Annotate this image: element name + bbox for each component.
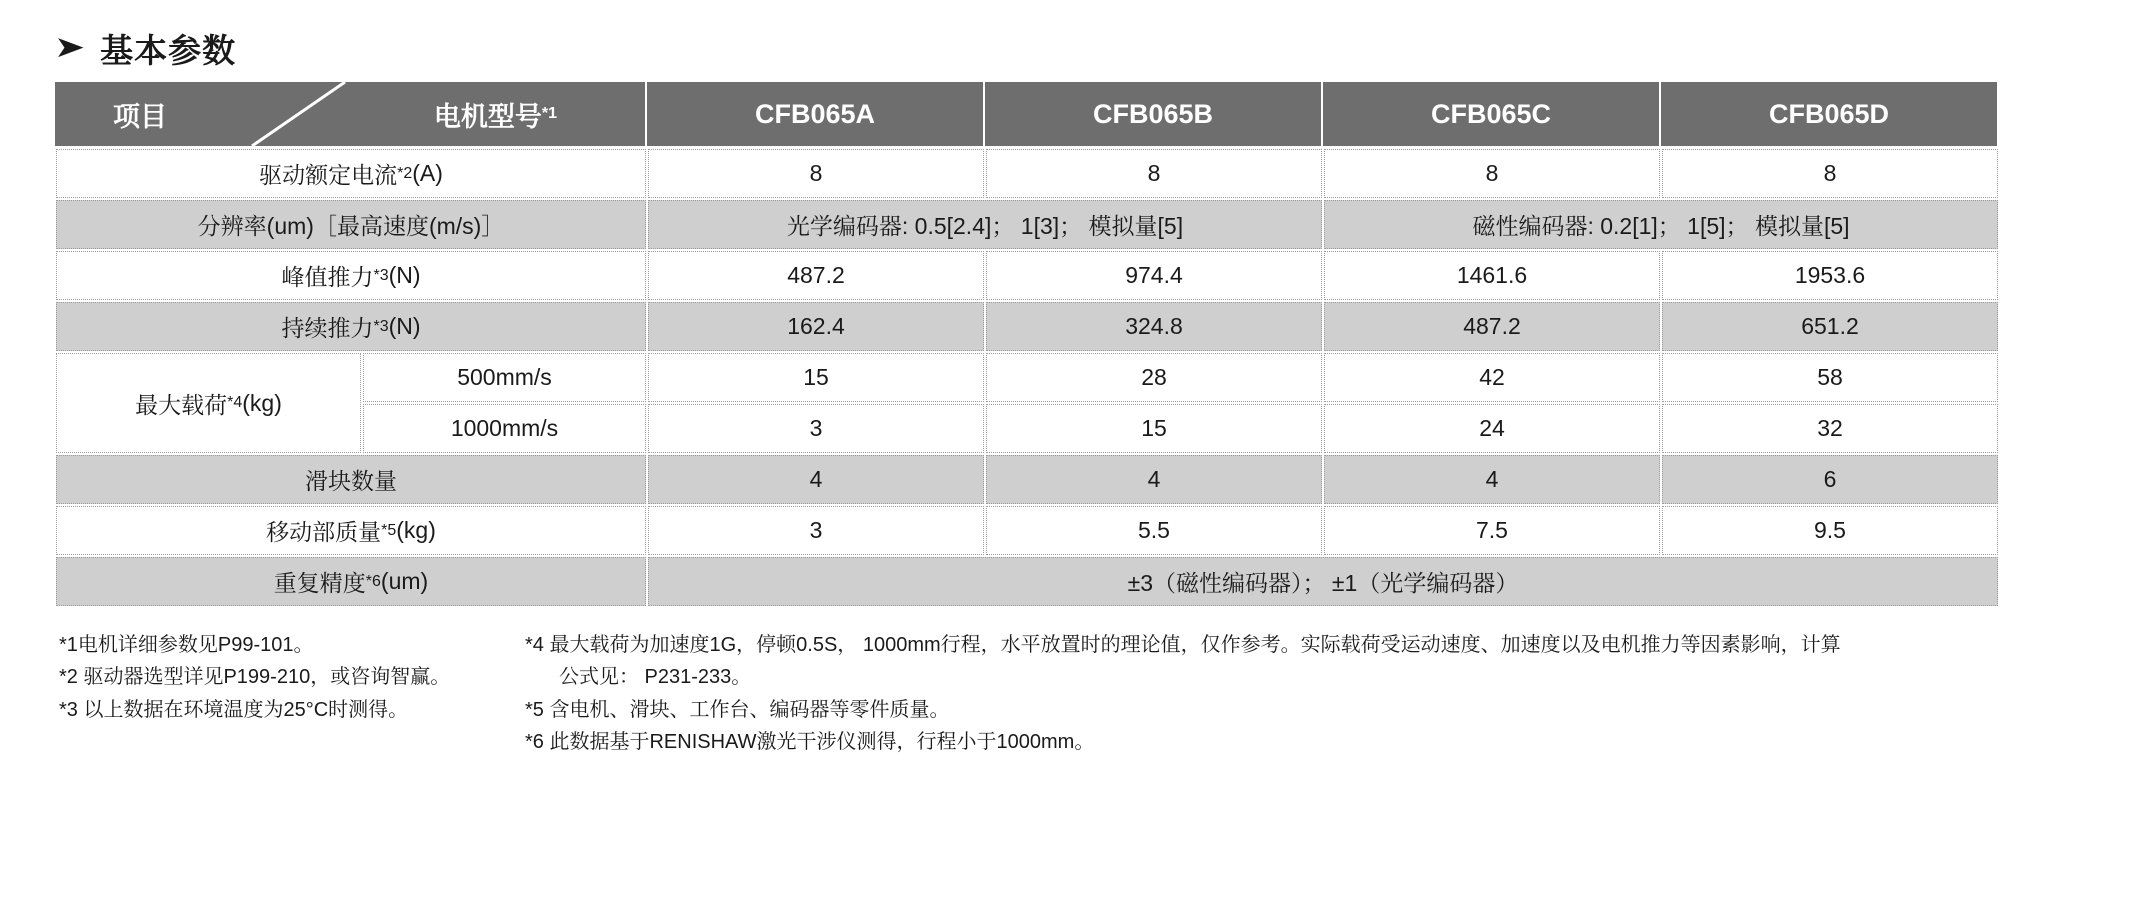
row-label-sup: *3 <box>373 266 389 284</box>
footnotes-left-column <box>55 629 525 759</box>
cell-value: 3 <box>648 506 984 555</box>
header-cell-col-0: CFB065A <box>647 82 983 146</box>
row-label-unit: (A) <box>412 160 443 186</box>
row-label-unit: (kg) <box>396 517 436 543</box>
sub-label-speed-1000: 1000mm/s <box>363 404 646 453</box>
table-row <box>55 301 2095 352</box>
table-row-group-max-load <box>55 352 2095 454</box>
row-label-sup: *2 <box>397 164 413 182</box>
footnote-4-cont: 公式见： P231-233。 <box>559 666 752 689</box>
cell-value: 5.5 <box>986 506 1322 555</box>
header-cell-col-3: CFB065D <box>1661 82 1997 146</box>
row-label-text: 最大载荷 <box>135 391 228 418</box>
header-cell-col-2: CFB065C <box>1323 82 1659 146</box>
header-label-model-sup: *1 <box>541 105 557 122</box>
footnote-5: *5 含电机、滑块、工作台、编码器等零件质量。 <box>525 698 950 721</box>
table-row <box>55 505 2095 556</box>
cell-value: 32 <box>1662 404 1998 453</box>
row-label-resolution <box>56 200 646 249</box>
header-cell-item-model <box>55 82 645 146</box>
page-title-label: 基本参数 <box>100 31 237 69</box>
row-label-unit: (N) <box>388 262 421 288</box>
cell-value: 9.5 <box>1662 506 1998 555</box>
header-label-model <box>434 82 557 146</box>
cell-value-magnetic-encoder: 磁性编码器: 0.2[1]； 1[5]； 模拟量[5] <box>1324 200 1998 249</box>
cell-value: 974.4 <box>986 251 1322 300</box>
cell-value-repeatability: ±3（磁性编码器）； ±1（光学编码器） <box>648 557 1998 606</box>
row-label-unit: (N) <box>388 313 421 339</box>
row-label-moving-mass <box>56 506 646 555</box>
row-label-sup: *3 <box>373 317 389 335</box>
row-label-text: 持续推力 <box>281 315 374 341</box>
row-label-sup: *6 <box>365 572 381 590</box>
cell-value: 324.8 <box>986 302 1322 351</box>
footnote-3: *3 以上数据在环境温度为25°C时测得。 <box>59 698 409 721</box>
header-cell-col-1: CFB065B <box>985 82 1321 146</box>
arrow-icon: ➤ <box>53 31 86 64</box>
cell-value: 7.5 <box>1324 506 1660 555</box>
row-label-repeatability <box>56 557 646 606</box>
row-label-drive-current <box>56 149 646 198</box>
row-label-text: 驱动额定电流 <box>259 162 398 188</box>
cell-value: 487.2 <box>1324 302 1660 351</box>
cell-value: 4 <box>648 455 984 504</box>
cell-value: 15 <box>986 404 1322 453</box>
table-header-row <box>55 82 2095 146</box>
header-label-item: 项目 <box>113 101 167 132</box>
row-label-text: 分辨率(um)［最高速度(m/s)］ <box>197 213 505 239</box>
row-label-sup: *4 <box>227 394 243 411</box>
row-label-text: 移动部质量 <box>266 519 382 545</box>
footnote-4: *4 最大载荷为加速度1G，停顿0.5S， 1000mm行程，水平放置时的理论值，仅作参考。实际载荷受运动速度、加速度以及电机推力等因素影响，计算 <box>525 634 1841 656</box>
table-row <box>362 403 1999 454</box>
cell-value: 24 <box>1324 404 1660 453</box>
header-label-model-text: 电机型号 <box>433 101 542 132</box>
cell-value: 8 <box>648 149 984 198</box>
cell-value: 28 <box>986 353 1322 402</box>
cell-value: 8 <box>1324 149 1660 198</box>
cell-value: 8 <box>986 149 1322 198</box>
row-label-unit: (um) <box>380 568 429 594</box>
table-row <box>362 352 1999 403</box>
footnotes <box>55 629 2096 759</box>
table-row <box>55 556 2095 607</box>
footnote-6: *6 此数据基于RENISHAW激光干涉仪测得，行程小于1000mm。 <box>525 731 1095 754</box>
cell-value: 58 <box>1662 353 1998 402</box>
row-label-slider-count <box>56 455 646 504</box>
cell-value: 3 <box>648 404 984 453</box>
footnotes-right-column <box>525 629 2096 759</box>
table-row <box>55 454 2095 505</box>
row-label-sup: *5 <box>381 521 397 539</box>
cell-value: 4 <box>986 455 1322 504</box>
cell-value: 42 <box>1324 353 1660 402</box>
sub-label-speed-500: 500mm/s <box>363 353 646 402</box>
row-label-text: 重复精度 <box>273 570 366 596</box>
cell-value: 6 <box>1662 455 1998 504</box>
cell-value: 15 <box>648 353 984 402</box>
row-label-unit: (kg) <box>242 389 282 416</box>
footnote-2: *2 驱动器选型详见P199-210，或咨询智赢。 <box>59 666 451 689</box>
row-label-text: 滑块数量 <box>305 468 397 494</box>
cell-value: 162.4 <box>648 302 984 351</box>
page-title <box>55 0 2096 74</box>
table-row <box>55 199 2095 250</box>
cell-value: 8 <box>1662 149 1998 198</box>
cell-value: 651.2 <box>1662 302 1998 351</box>
spec-table <box>55 82 2095 607</box>
cell-value: 4 <box>1324 455 1660 504</box>
row-label-max-load <box>56 353 361 453</box>
cell-value-optical-encoder: 光学编码器: 0.5[2.4]； 1[3]； 模拟量[5] <box>648 200 1322 249</box>
cell-value: 1953.6 <box>1662 251 1998 300</box>
row-label-continuous-thrust <box>56 302 646 351</box>
cell-value: 1461.6 <box>1324 251 1660 300</box>
table-row <box>55 148 2095 199</box>
row-label-peak-thrust <box>56 251 646 300</box>
footnote-1: *1电机详细参数见P99-101。 <box>59 634 314 656</box>
row-label-text: 峰值推力 <box>281 264 374 290</box>
table-row <box>55 250 2095 301</box>
cell-value: 487.2 <box>648 251 984 300</box>
